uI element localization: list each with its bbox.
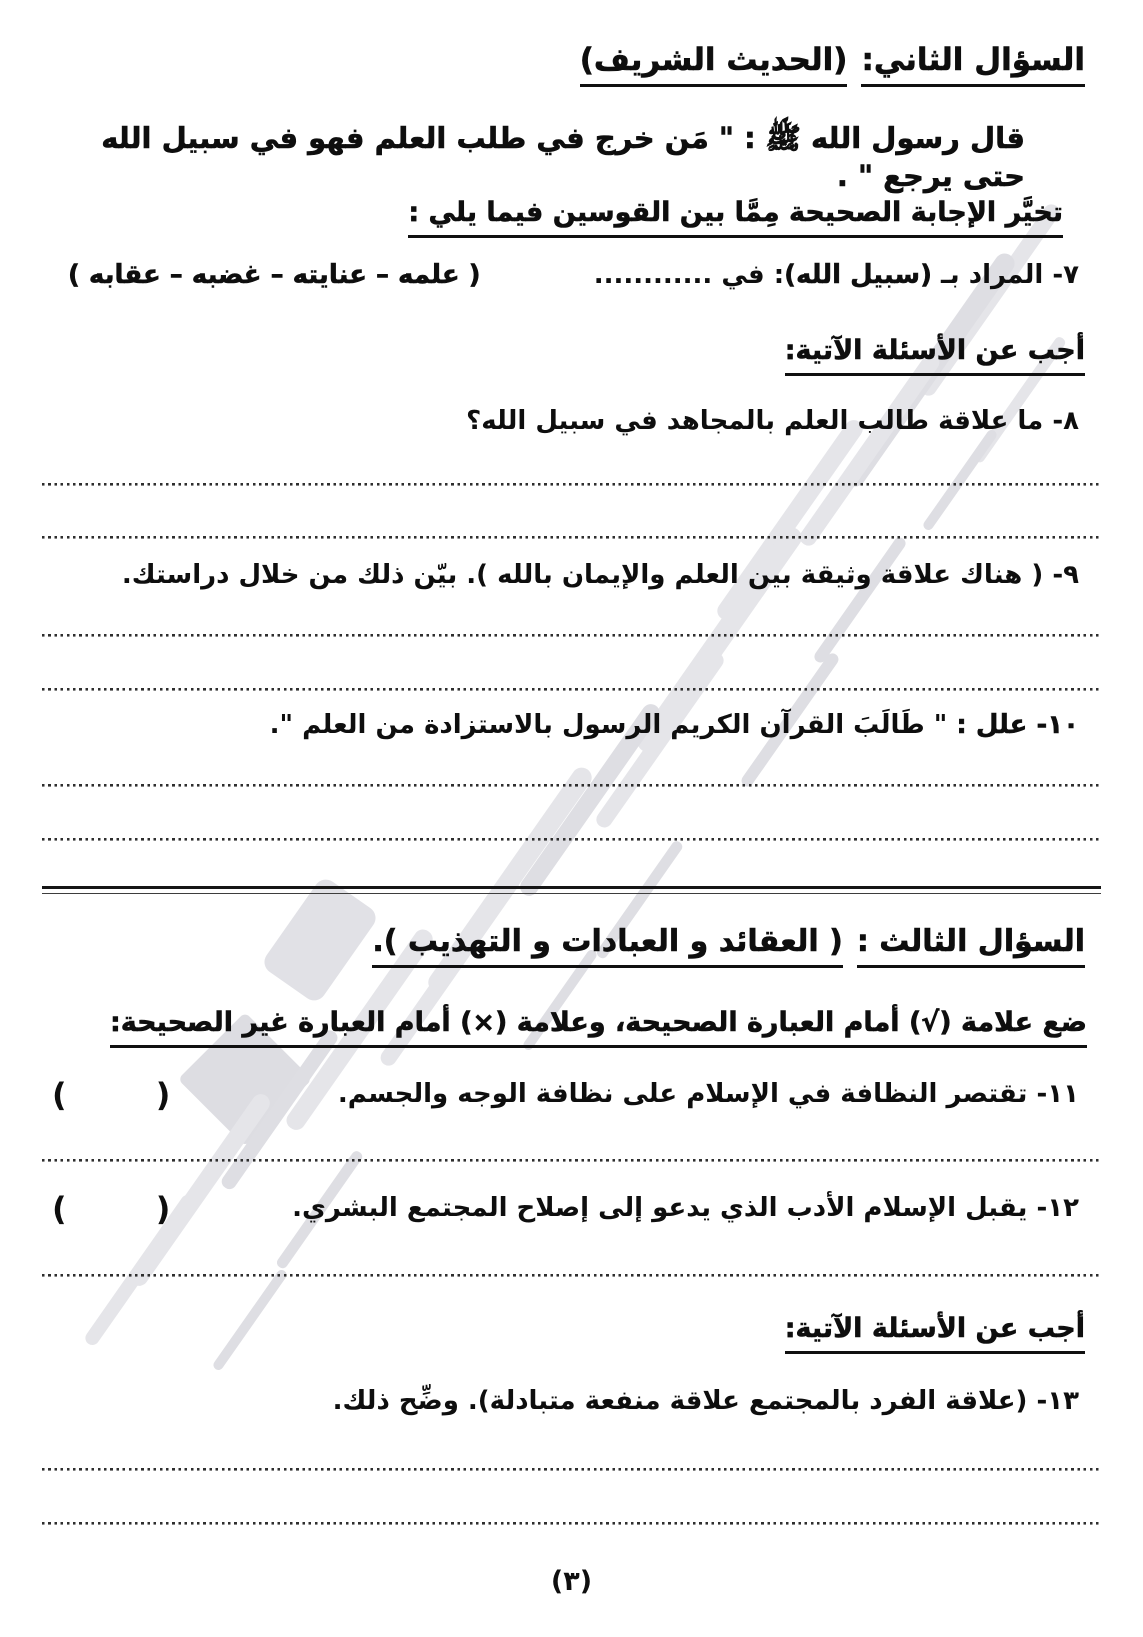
answer-line <box>42 1468 1101 1471</box>
section-divider <box>42 886 1101 894</box>
choose-instruction: تخيَّر الإجابة الصحيحة مِمَّا بين القوسين فيما يلي : <box>408 196 1063 238</box>
question-9-text: ٩- ( هناك علاقة وثيقة بين العلم والإيمان بالله ). بيّن ذلك من خلال دراستك. <box>121 560 1079 590</box>
question-11-text: ١١- تقتصر النظافة في الإسلام على نظافة الوجه والجسم. <box>337 1079 1079 1110</box>
question-7-row <box>68 258 1079 293</box>
section2-title: السؤال الثاني: <box>861 42 1085 87</box>
question-12-text: ١٢- يقبل الإسلام الأدب الذي يدعو إلى إصلاح المجتمع البشري. <box>292 1193 1079 1224</box>
answer-line <box>42 1522 1101 1525</box>
question-11-row <box>52 1076 1079 1114</box>
page-number: (٣) <box>550 1566 593 1597</box>
answer-instruction-2: أجب عن الأسئلة الآتية: <box>785 1312 1085 1354</box>
question-7-keyword: (سبيل الله) <box>784 260 932 290</box>
question-8-text: ٨- ما علاقة طالب العلم بالمجاهد في سبيل الله؟ <box>466 406 1079 436</box>
question-7-options: ( علمه – عنايته – غضبه – عقابه ) <box>68 260 481 290</box>
answer-line <box>42 688 1101 691</box>
section3-title: السؤال الثالث : <box>857 924 1085 968</box>
answer-line <box>42 536 1101 539</box>
answer-line <box>42 1159 1101 1162</box>
answer-bracket: ( ) <box>52 1076 171 1114</box>
answer-line <box>42 483 1101 486</box>
hadith-text: قال رسول الله ﷺ : " مَن خرج في طلب العلم فهو في سبيل الله حتى يرجع " . <box>101 121 1025 193</box>
answer-instruction-1: أجب عن الأسئلة الآتية: <box>785 334 1085 376</box>
section3-topic: ( العقائد و العبادات و التهذيب ). <box>372 924 842 968</box>
answer-line <box>42 838 1101 841</box>
section3-heading <box>372 924 1085 968</box>
answer-line <box>42 1274 1101 1277</box>
answer-line <box>42 784 1101 787</box>
truefalse-instruction: ضع علامة (√) أمام العبارة الصحيحة، وعلامة (×) أمام العبارة غير الصحيحة: <box>110 1006 1087 1048</box>
question-12-row <box>52 1190 1079 1228</box>
question-13-text: ١٣- (علاقة الفرد بالمجتمع علاقة منفعة متبادلة). وضِّح ذلك. <box>332 1386 1079 1416</box>
question-10-text: ١٠- علل : " طَالَبَ القرآن الكريم الرسول بالاستزادة من العلم ". <box>269 710 1079 740</box>
answer-line <box>42 634 1101 637</box>
section2-heading <box>580 42 1085 87</box>
question-7-text: ٧- المراد بـ (سبيل الله): في ............ <box>593 260 1079 290</box>
section2-topic: (الحديث الشريف) <box>580 42 848 87</box>
question-10-label: ١٠- علل : <box>956 710 1079 740</box>
answer-bracket: ( ) <box>52 1190 171 1228</box>
